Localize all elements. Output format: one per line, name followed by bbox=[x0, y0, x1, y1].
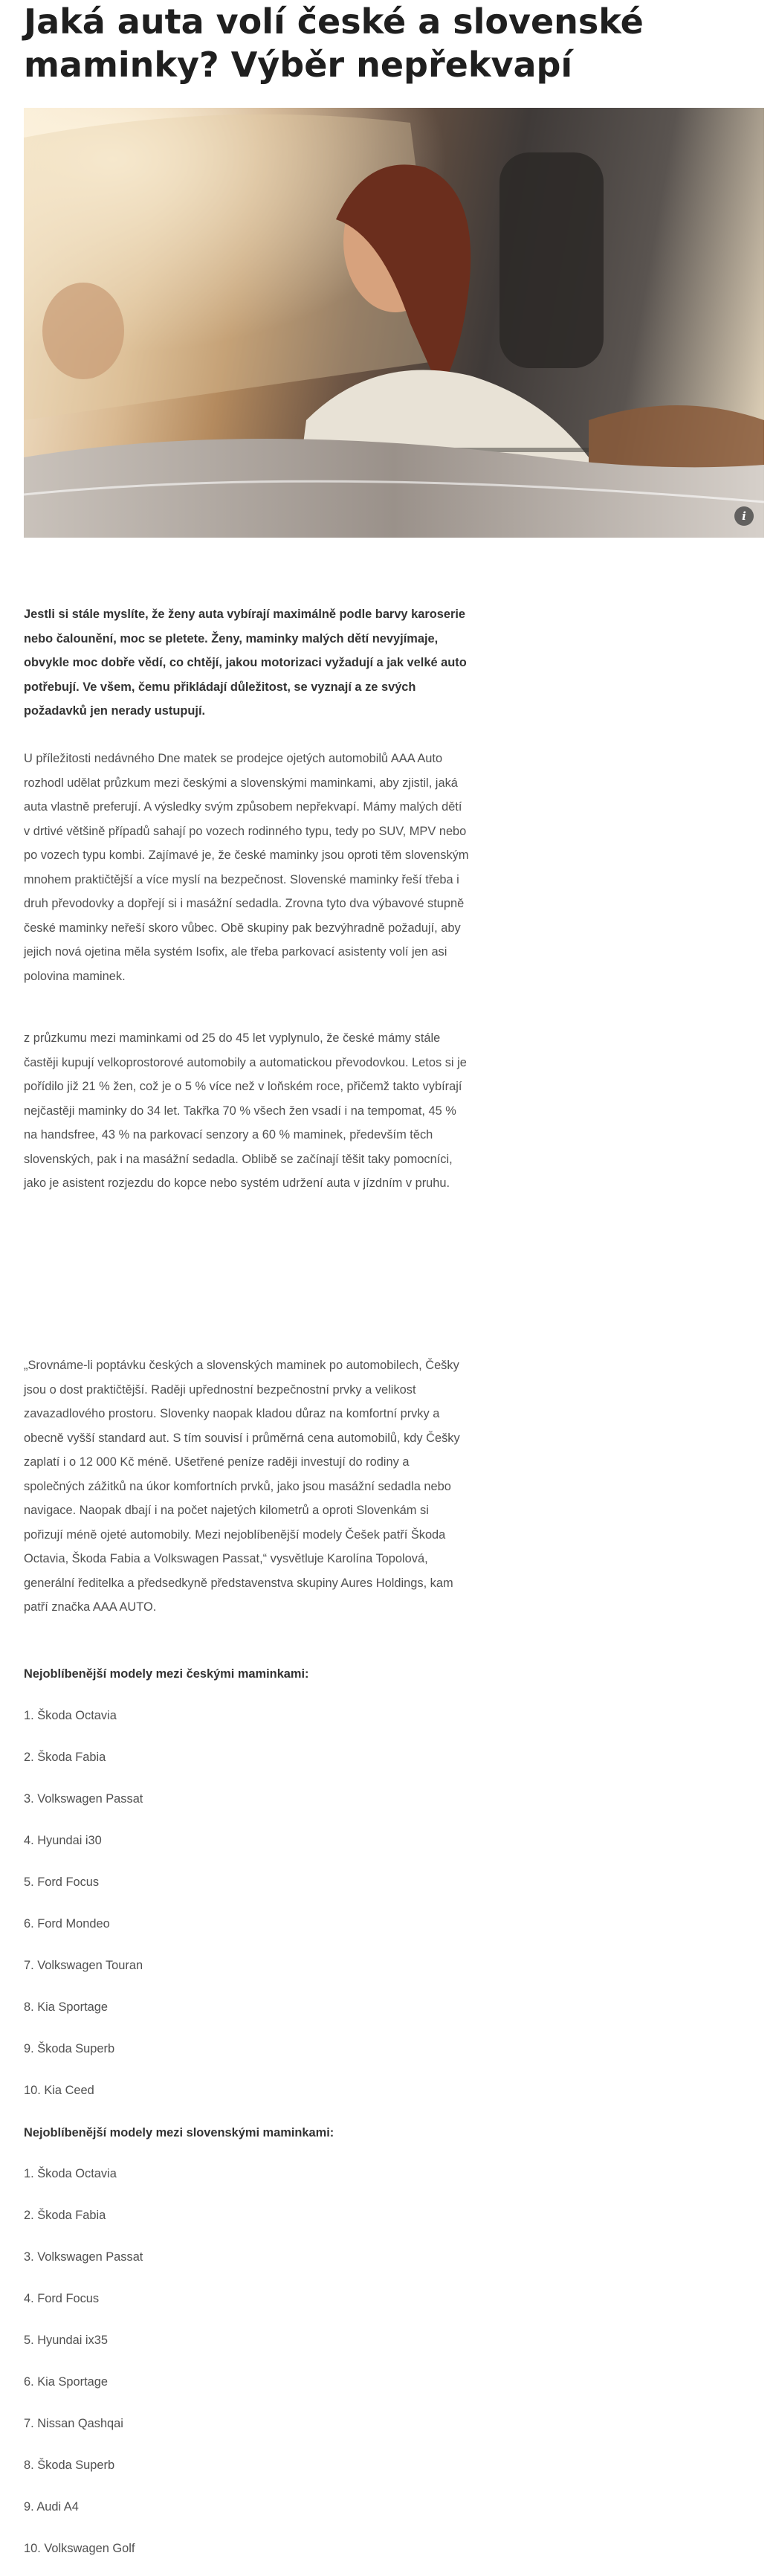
list-item: 1. Škoda Octavia bbox=[24, 2167, 117, 2180]
list-item: 2. Škoda Fabia bbox=[24, 2209, 106, 2222]
article-title: Jaká auta volí české a slovenské maminky? Výběr nepřekvapí bbox=[24, 1, 644, 85]
list-item: 6. Ford Mondeo bbox=[24, 1917, 110, 1931]
list-item: 3. Volkswagen Passat bbox=[24, 2250, 143, 2264]
article-quote: „Srovnáme-li poptávku českých a slovenských maminek po automobilech, Češky jsou o dost praktičtější. Raději upřednostní bezpečnostní prvky a velikost zavazadlového prostoru. Slovenky naopak kladou důraz na komfortní prvky a obecně vyšší standard aut. S tím souvisí i průměrná cena automobilů, kdy Češky zaplatí i o 12 000 Kč méně. Ušetřené peníze raději investují do rodiny a společných zážitků na úkor komfortních prvků, jako jsou masážní sedadla nebo navigace. Naopak dbají i na počet najetých kilometrů a oproti Slovenkám si pořizují méně ojeté automobily. Mezi nejoblíbenější modely Češek patří Škoda Octavia, Škoda Fabia a Volkswagen Passat,“ vysvětluje Karolína Topolová, generální ředitelka a předsedkyně představenstva skupiny Aures Holdings, kam patří značka AAA AUTO. bbox=[24, 1359, 460, 1614]
list-item: 9. Audi A4 bbox=[24, 2500, 79, 2514]
list-item: 4. Hyundai i30 bbox=[24, 1834, 102, 1847]
slovak-models-heading: Nejoblíbenější modely mezi slovenskými maminkami: bbox=[24, 2126, 334, 2139]
czech-models-list bbox=[24, 1704, 470, 2120]
hero-image bbox=[24, 108, 764, 538]
list-item: 5. Hyundai ix35 bbox=[24, 2334, 108, 2347]
list-item: 7. Nissan Qashqai bbox=[24, 2417, 123, 2430]
slovak-models-list bbox=[24, 2162, 470, 2576]
list-item: 8. Kia Sportage bbox=[24, 2000, 108, 2014]
article-paragraph-2: z průzkumu mezi maminkami od 25 do 45 let vyplynulo, že české mámy stále častěji kupují velkoprostorové automobily a automatickou převodovkou. Letos si je pořídilo již 21 % žen, což je o 5 % více než v loňském roce, přičemž takto vybírají nejčastěji maminky do 34 let. Takřka 70 % všech žen vsadí i na tempomat, 45 % na handsfree, 43 % na parkovací senzory a 60 % maminek, především těch slovenských, pak i na masážní sedadla. Oblibě se začínají těšit taky pomocníci, jako je asistent rozjezdu do kopce nebo systém udržení auta v jízdním v pruhu. bbox=[24, 1031, 467, 1190]
list-item: 10. Kia Ceed bbox=[24, 2084, 94, 2097]
list-item: 1. Škoda Octavia bbox=[24, 1709, 117, 1722]
czech-models-heading: Nejoblíbenější modely mezi českými maminkami: bbox=[24, 1667, 309, 1681]
article-paragraph-1: U příležitosti nedávného Dne matek se prodejce ojetých automobilů AAA Auto rozhodl udělat průzkum mezi českými a slovenskými maminkami, aby zjistil, jaká auta vlastně preferují. A výsledky svým způsobem nepřekvapí. Mámy malých dětí v drtivé většině případů sahají po vozech rodinného typu, tedy po SUV, MPV nebo po vozech typu kombi. Zajímavé je, že české maminky jsou oproti těm slovenským mnohem praktičtější a více myslí na bezpečnost. Slovenské maminky řeší třeba i druh převodovky a dopřejí si i masážní sedadla. Zrovna tyto dva výbavové stupně české maminky neřeší skoro vůbec. Obě skupiny pak bezvýhradně požadují, aby jejich nová ojetina měla systém Isofix, ale třeba parkovací asistenty volí jen asi polovina maminek. bbox=[24, 752, 469, 983]
image-info-icon[interactable]: i bbox=[734, 506, 754, 526]
list-item: 10. Volkswagen Golf bbox=[24, 2542, 135, 2555]
hero-photo-illustration bbox=[24, 108, 764, 538]
list-item: 5. Ford Focus bbox=[24, 1875, 100, 1889]
list-item: 8. Škoda Superb bbox=[24, 2459, 115, 2472]
list-item: 2. Škoda Fabia bbox=[24, 1751, 106, 1764]
article-lead: Jestli si stále myslíte, že ženy auta vybírají maximálně podle barvy karoserie nebo čalounění, moc se pletete. Ženy, maminky malých dětí nevyjímaje, obvykle moc dobře vědí, co chtějí, jakou motorizaci vyžadují a jak velké auto potřebují. Ve všem, čemu přikládají důležitost, se vyznají a ze svých požadavků jen nerady ustupují. bbox=[24, 608, 467, 718]
list-item: 6. Kia Sportage bbox=[24, 2375, 108, 2389]
list-item: 4. Ford Focus bbox=[24, 2292, 100, 2305]
list-item: 3. Volkswagen Passat bbox=[24, 1792, 143, 1806]
list-item: 7. Volkswagen Touran bbox=[24, 1959, 143, 1972]
list-item: 9. Škoda Superb bbox=[24, 2042, 115, 2055]
